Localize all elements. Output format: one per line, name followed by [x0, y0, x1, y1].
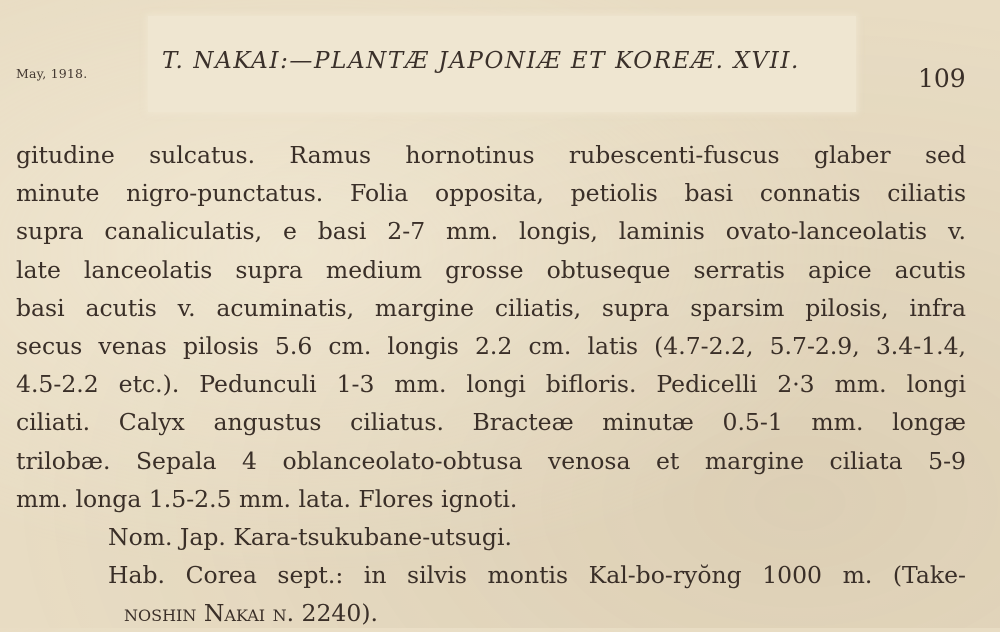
text-line: secus venas pilosis 5.6 cm. longis 2.2 cm. latis (4.7-2.2, 5.7-2.9, 3.4-1.4,: [16, 331, 966, 360]
collector-line: noshin Nakai n. 2240).: [124, 599, 378, 628]
running-title: T. NAKAI:—PLANTÆ JAPONIÆ ET KOREÆ. XVII.: [162, 48, 800, 74]
text-line: supra canaliculatis, e basi 2-7 mm. longis, laminis ovato-lanceolatis v.: [16, 217, 966, 246]
text-line: basi acutis v. acuminatis, margine ciliatis, supra sparsim pilosis, infra: [16, 293, 966, 322]
text-line: late lanceolatis supra medium grosse obtuseque serratis apice acutis: [16, 255, 966, 284]
text-line: mm. longa 1.5-2.5 mm. lata. Flores ignoti.: [16, 484, 518, 513]
text-line: ciliati. Calyx angustus ciliatus. Bracteæ minutæ 0.5-1 mm. longæ: [16, 408, 966, 437]
body-text: [16, 136, 966, 632]
habitat-line: Hab. Corea sept.: in silvis montis Kal-bo-ryŏng 1000 m. (Take-: [108, 561, 966, 590]
nom-jap-line: Nom. Jap. Kara-tsukubane-utsugi.: [108, 522, 512, 551]
page-number: 109: [918, 64, 966, 93]
text-line: trilobæ. Sepala 4 oblanceolato-obtusa venosa et margine ciliata 5-9: [16, 446, 966, 475]
header-date: May, 1918.: [16, 66, 88, 81]
text-line: minute nigro-punctatus. Folia opposita, petiolis basi connatis ciliatis: [16, 179, 966, 208]
text-line: 4.5-2.2 etc.). Pedunculi 1-3 mm. longi bifloris. Pedicelli 2·3 mm. longi: [16, 370, 966, 399]
text-line: gitudine sulcatus. Ramus hornotinus rubescenti-fuscus glaber sed: [16, 141, 966, 169]
